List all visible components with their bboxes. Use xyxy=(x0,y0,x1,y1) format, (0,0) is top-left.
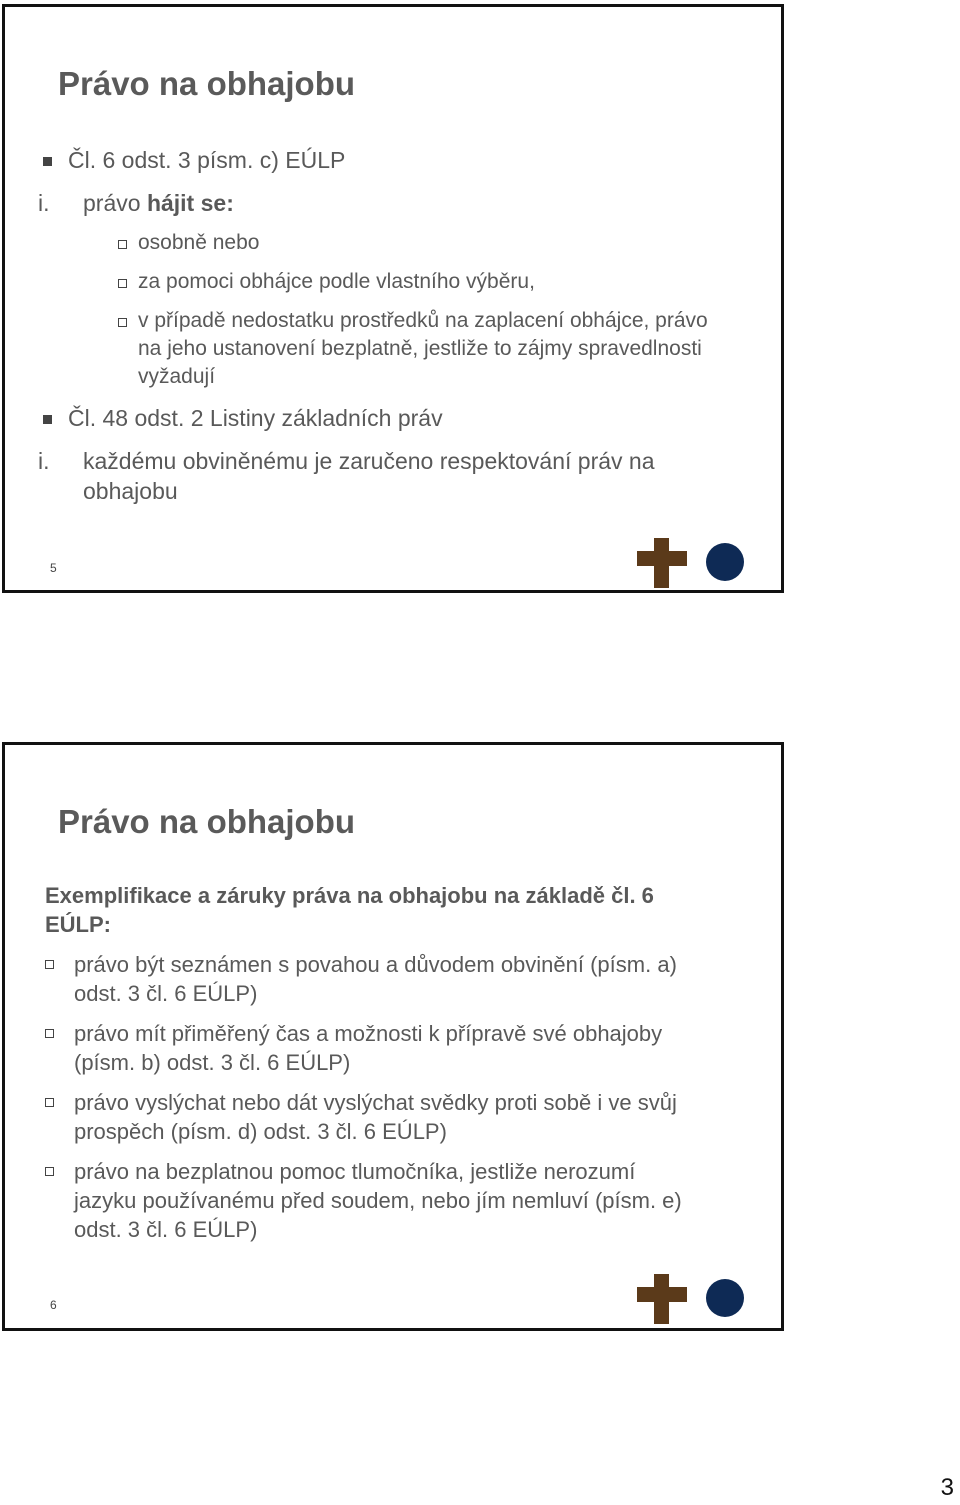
bullet-icon xyxy=(45,960,54,969)
intro-text-line: EÚLP: xyxy=(45,912,111,937)
charter-text-line: každému obviněnému je zaručeno respektování práv na xyxy=(83,448,655,474)
right-item-line: právo být seznámen s povahou a důvodem obvinění (písm. a) xyxy=(74,952,677,977)
right-item-line: odst. 3 čl. 6 EÚLP) xyxy=(74,1217,258,1242)
charter-text-line: obhajobu xyxy=(83,478,178,504)
right-to-defend: právo hájit se: xyxy=(83,190,234,216)
bullet-icon xyxy=(45,1167,54,1176)
slide-number: 5 xyxy=(50,561,57,575)
sub-item: v případě nedostatku prostředků na zaplacení obhájce, právo xyxy=(138,309,708,332)
slide-number: 6 xyxy=(50,1298,57,1312)
sub-item: za pomoci obhájce podle vlastního výběru, xyxy=(138,270,535,293)
right-item-line: odst. 3 čl. 6 EÚLP) xyxy=(74,981,258,1006)
slide-title: Právo na obhajobu xyxy=(58,803,356,840)
right-item-line: právo mít přiměřený čas a možnosti k přípravě své obhajoby xyxy=(74,1021,663,1046)
article-ref-charter: Čl. 48 odst. 2 Listiny základních práv xyxy=(68,405,443,431)
bullet-icon xyxy=(43,415,52,424)
right-item-line: právo na bezplatnou pomoc tlumočníka, jestliže nerozumí xyxy=(74,1159,636,1184)
bullet-icon xyxy=(45,1098,54,1107)
page-number: 3 xyxy=(940,1474,954,1501)
slide-title: Právo na obhajobu xyxy=(58,65,356,102)
roman-marker: i. xyxy=(38,448,50,474)
roman-marker: i. xyxy=(38,190,50,216)
right-item-line: jazyku používanému před soudem, nebo jím nemluví (písm. e) xyxy=(74,1188,682,1213)
bullet-icon xyxy=(43,157,52,166)
intro-text-line: Exemplifikace a záruky práva na obhajobu na základě čl. 6 xyxy=(45,883,654,908)
right-item-line: (písm. b) odst. 3 čl. 6 EÚLP) xyxy=(74,1050,351,1075)
sub-bullet-icon xyxy=(118,279,127,288)
sub-item: vyžadují xyxy=(138,365,216,388)
slide-6 xyxy=(2,742,784,1331)
sub-item: na jeho ustanovení bezplatně, jestliže to zájmy spravedlnosti xyxy=(138,337,702,360)
logo-icon xyxy=(637,1274,749,1326)
logo-icon xyxy=(637,538,749,590)
slide-5 xyxy=(2,4,784,593)
sub-item: osobně nebo xyxy=(138,231,260,254)
sub-bullet-icon xyxy=(118,240,127,249)
right-item-line: prospěch (písm. d) odst. 3 čl. 6 EÚLP) xyxy=(74,1119,447,1144)
right-item-line: právo vyslýchat nebo dát vyslýchat svědky proti sobě i ve svůj xyxy=(74,1090,677,1115)
bullet-icon xyxy=(45,1029,54,1038)
article-ref-echr: Čl. 6 odst. 3 písm. c) EÚLP xyxy=(68,147,346,173)
sub-bullet-icon xyxy=(118,318,127,327)
